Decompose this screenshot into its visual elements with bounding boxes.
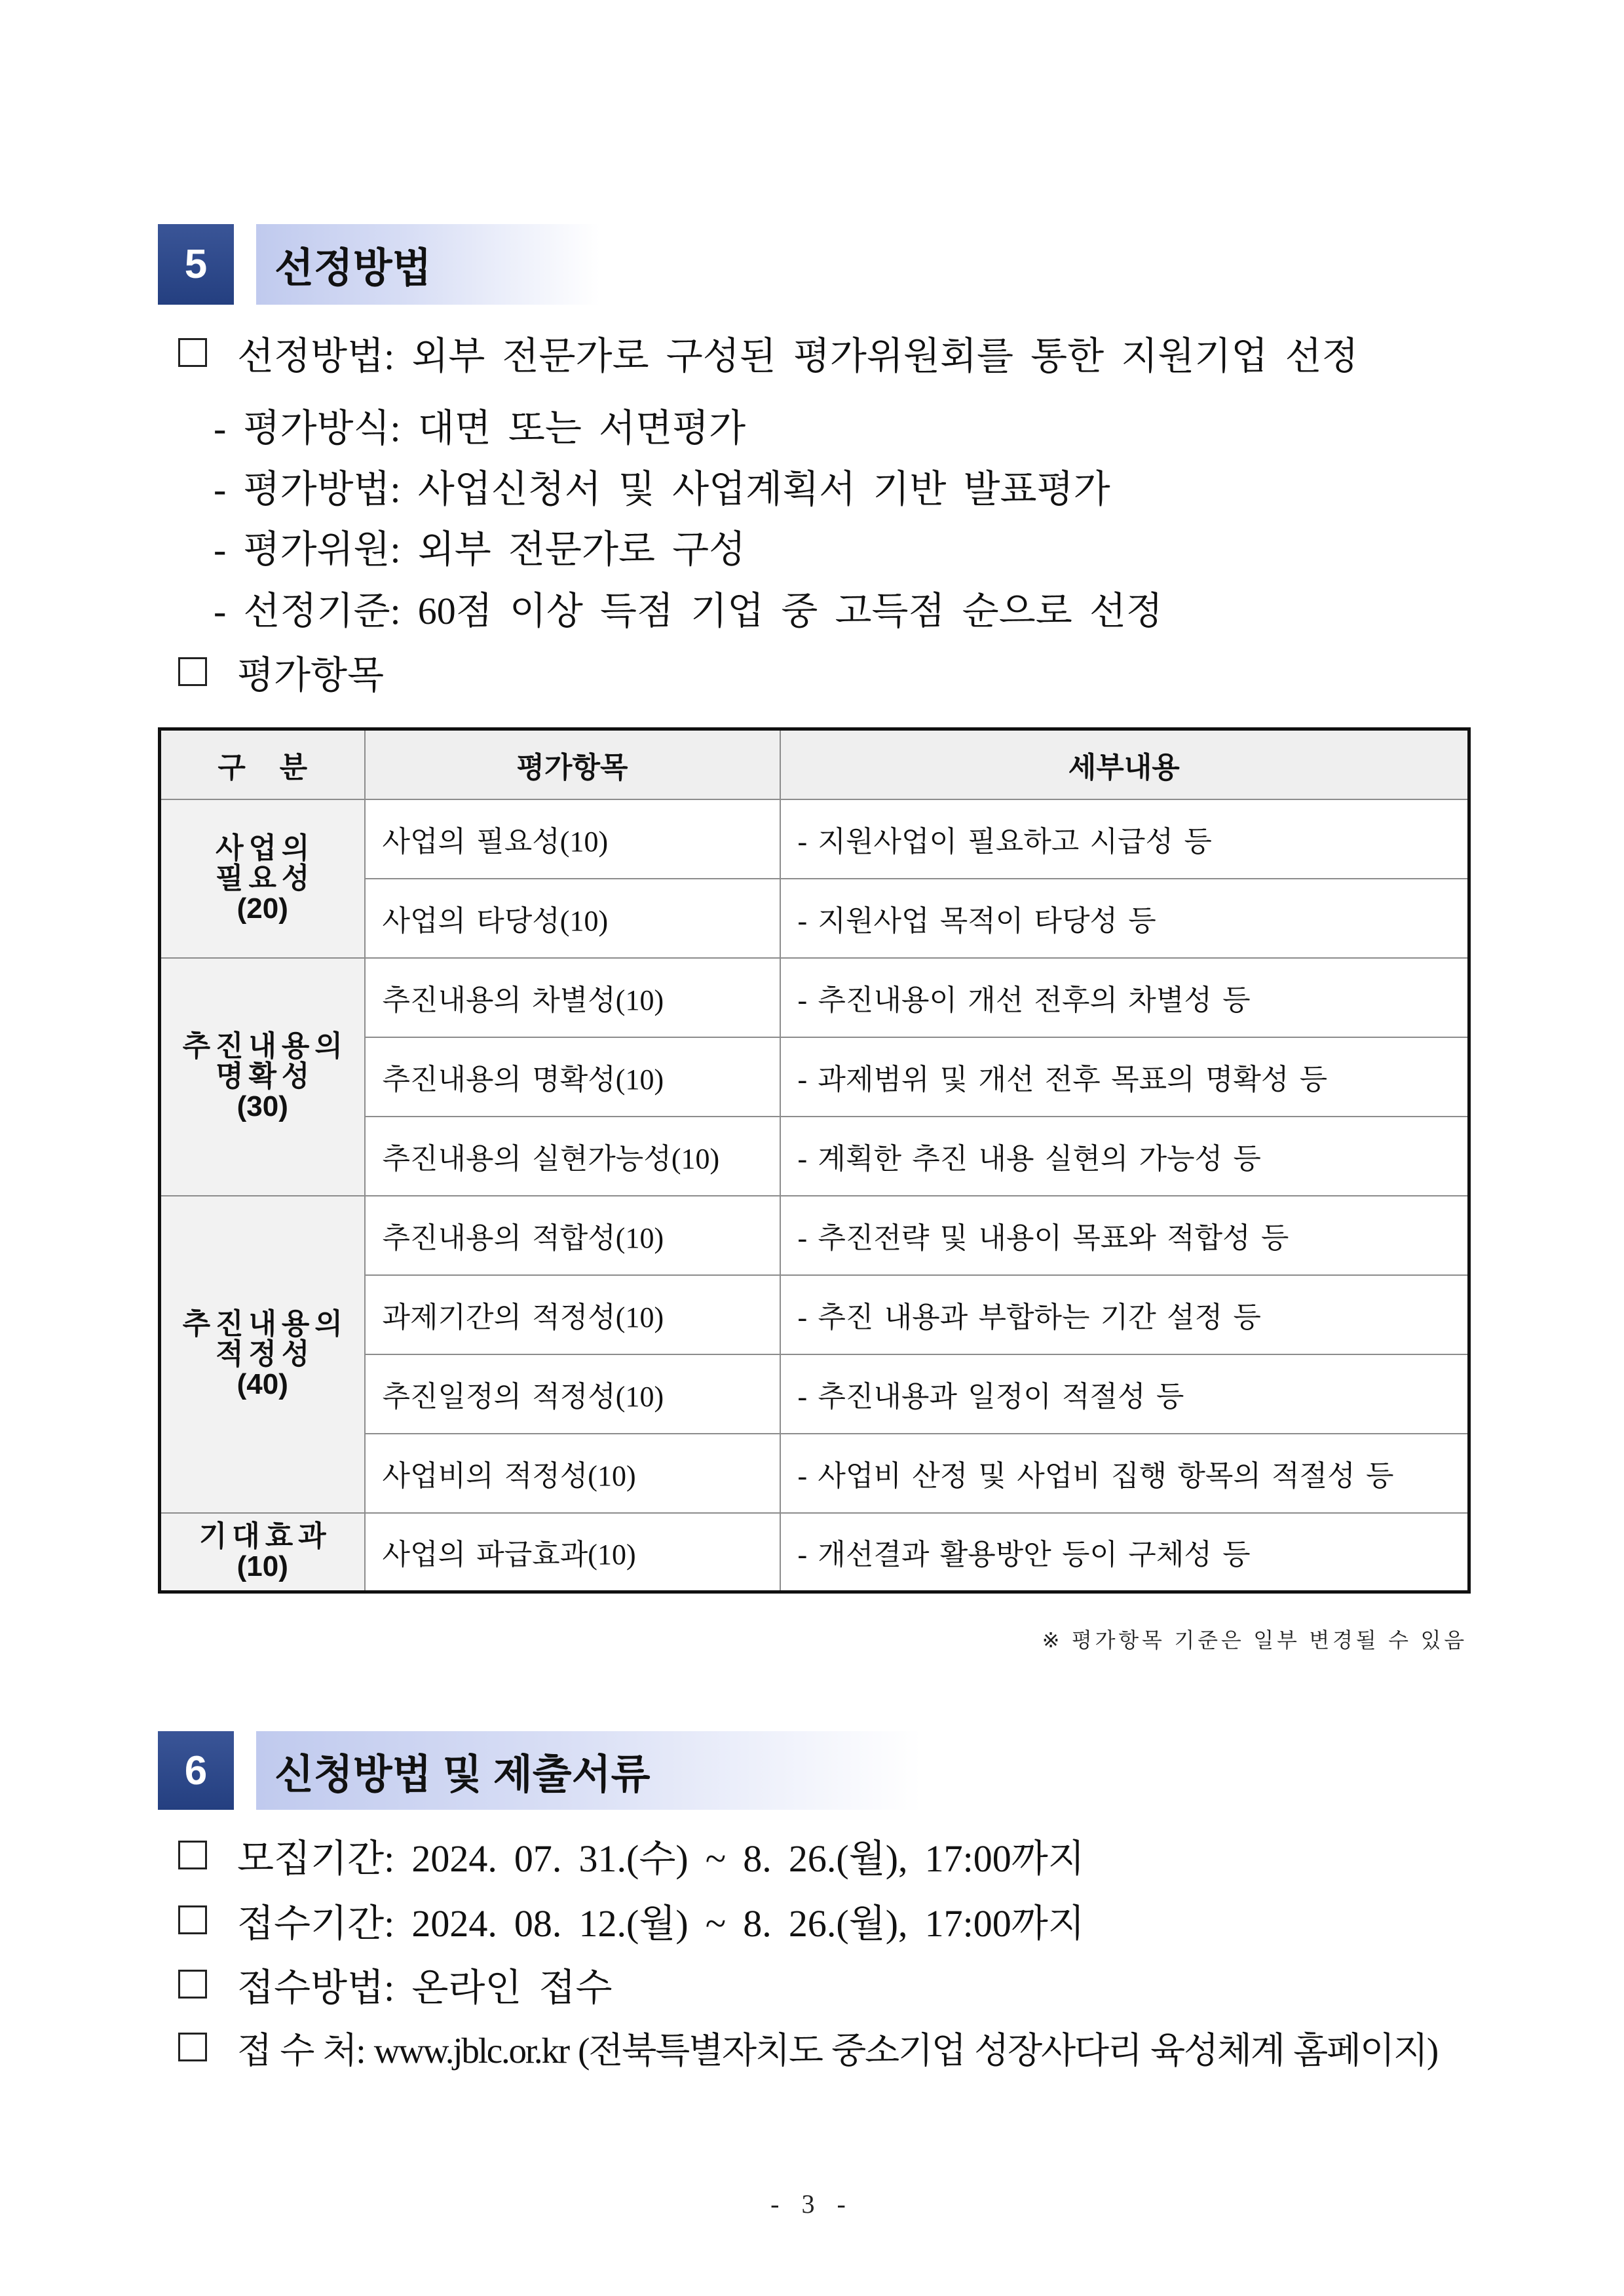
category-cell-necessity <box>160 799 365 958</box>
evaluation-table <box>158 727 1471 1594</box>
header-detail: 세부내용 <box>780 729 1469 799</box>
item-cell: 추진내용의 적합성(10) <box>365 1196 780 1275</box>
category-score: (40) <box>236 1368 288 1400</box>
selection-detail-item: - 평가위원: 외부 전문가로 구성 <box>214 528 746 571</box>
category-label: 적정성 <box>216 1337 315 1370</box>
section-5-title: 선정방법 <box>256 224 600 305</box>
detail-cell: - 추진내용이 개선 전후의 차별성 등 <box>780 958 1469 1037</box>
detail-cell: - 지원사업이 필요하고 시급성 등 <box>780 799 1469 879</box>
application-item <box>178 1897 1085 1943</box>
square-bullet-icon <box>178 2033 207 2061</box>
detail-cell: - 사업비 산정 및 사업비 집행 항목의 적절성 등 <box>780 1434 1469 1513</box>
page-number: - 3 - <box>770 2189 854 2219</box>
category-label: 추진내용의 <box>182 1307 348 1340</box>
table-note: ※ 평가항목 기준은 일부 변경될 수 있음 <box>1042 1628 1467 1652</box>
category-label: 사업의 <box>216 832 315 864</box>
detail-cell: - 지원사업 목적이 타당성 등 <box>780 879 1469 958</box>
square-bullet-icon <box>178 1905 207 1934</box>
item-cell: 사업비의 적정성(10) <box>365 1434 780 1513</box>
application-item-text: 접수기간: 2024. 08. 12.(월) ~ 8. 26.(월), 17:00까지 <box>237 1902 1085 1945</box>
item-cell: 추진내용의 차별성(10) <box>365 958 780 1037</box>
application-item-text: 접 수 처: www.jblc.or.kr (전북특별자치도 중소기업 성장사다리 육성체계 홈페이지) <box>237 2030 1437 2071</box>
category-label: 명확성 <box>216 1060 315 1092</box>
square-bullet-icon <box>178 1970 207 1999</box>
application-item-text: 모집기간: 2024. 07. 31.(수) ~ 8. 26.(월), 17:00까지 <box>237 1837 1085 1880</box>
application-item <box>178 1832 1085 1878</box>
category-score: (20) <box>236 892 288 925</box>
header-category: 구 분 <box>160 729 365 799</box>
item-cell: 추진내용의 실현가능성(10) <box>365 1117 780 1196</box>
criteria-heading-text: 평가항목 <box>237 654 385 697</box>
application-item <box>178 2024 1437 2070</box>
application-item-text: 접수방법: 온라인 접수 <box>237 1966 613 2009</box>
selection-method-line <box>178 330 1359 375</box>
section-6-number: 6 <box>158 1731 234 1810</box>
category-label: 필요성 <box>216 862 315 894</box>
table-row <box>160 799 1469 879</box>
detail-cell: - 계획한 추진 내용 실현의 가능성 등 <box>780 1117 1469 1196</box>
criteria-heading-line <box>178 649 384 695</box>
application-item <box>178 1961 613 2007</box>
section-5-number: 5 <box>158 224 234 305</box>
square-bullet-icon <box>178 657 207 686</box>
table-row <box>160 1513 1469 1592</box>
detail-cell: - 개선결과 활용방안 등이 구체성 등 <box>780 1513 1469 1592</box>
category-cell-appropriateness <box>160 1196 365 1513</box>
selection-detail-item: - 평가방식: 대면 또는 서면평가 <box>214 407 746 450</box>
section-6-title: 신청방법 및 제출서류 <box>256 1731 922 1810</box>
category-score: (30) <box>236 1090 288 1122</box>
selection-method-text: 선정방법: 외부 전문가로 구성된 평가위원회를 통한 지원기업 선정 <box>237 335 1359 377</box>
selection-detail-item: - 선정기준: 60점 이상 득점 기업 중 고득점 순으로 선정 <box>214 590 1163 632</box>
category-score: (10) <box>236 1550 288 1583</box>
detail-cell: - 추진내용과 일정이 적절성 등 <box>780 1354 1469 1434</box>
item-cell: 추진내용의 명확성(10) <box>365 1037 780 1117</box>
header-item: 평가항목 <box>365 729 780 799</box>
square-bullet-icon <box>178 338 207 367</box>
detail-cell: - 추진 내용과 부합하는 기간 설정 등 <box>780 1275 1469 1354</box>
detail-cell: - 추진전략 및 내용이 목표와 적합성 등 <box>780 1196 1469 1275</box>
table-row <box>160 1196 1469 1275</box>
category-cell-expected-effect <box>160 1513 365 1592</box>
selection-detail-item: - 평가방법: 사업신청서 및 사업계획서 기반 발표평가 <box>214 468 1110 510</box>
item-cell: 과제기간의 적정성(10) <box>365 1275 780 1354</box>
category-cell-clarity <box>160 958 365 1196</box>
category-label: 추진내용의 <box>182 1030 348 1062</box>
item-cell: 추진일정의 적정성(10) <box>365 1354 780 1434</box>
item-cell: 사업의 파급효과(10) <box>365 1513 780 1592</box>
detail-cell: - 과제범위 및 개선 전후 목표의 명확성 등 <box>780 1037 1469 1117</box>
table-header-row <box>160 729 1469 799</box>
square-bullet-icon <box>178 1841 207 1869</box>
category-label: 기대효과 <box>198 1520 331 1553</box>
item-cell: 사업의 필요성(10) <box>365 799 780 879</box>
item-cell: 사업의 타당성(10) <box>365 879 780 958</box>
table-row <box>160 958 1469 1037</box>
